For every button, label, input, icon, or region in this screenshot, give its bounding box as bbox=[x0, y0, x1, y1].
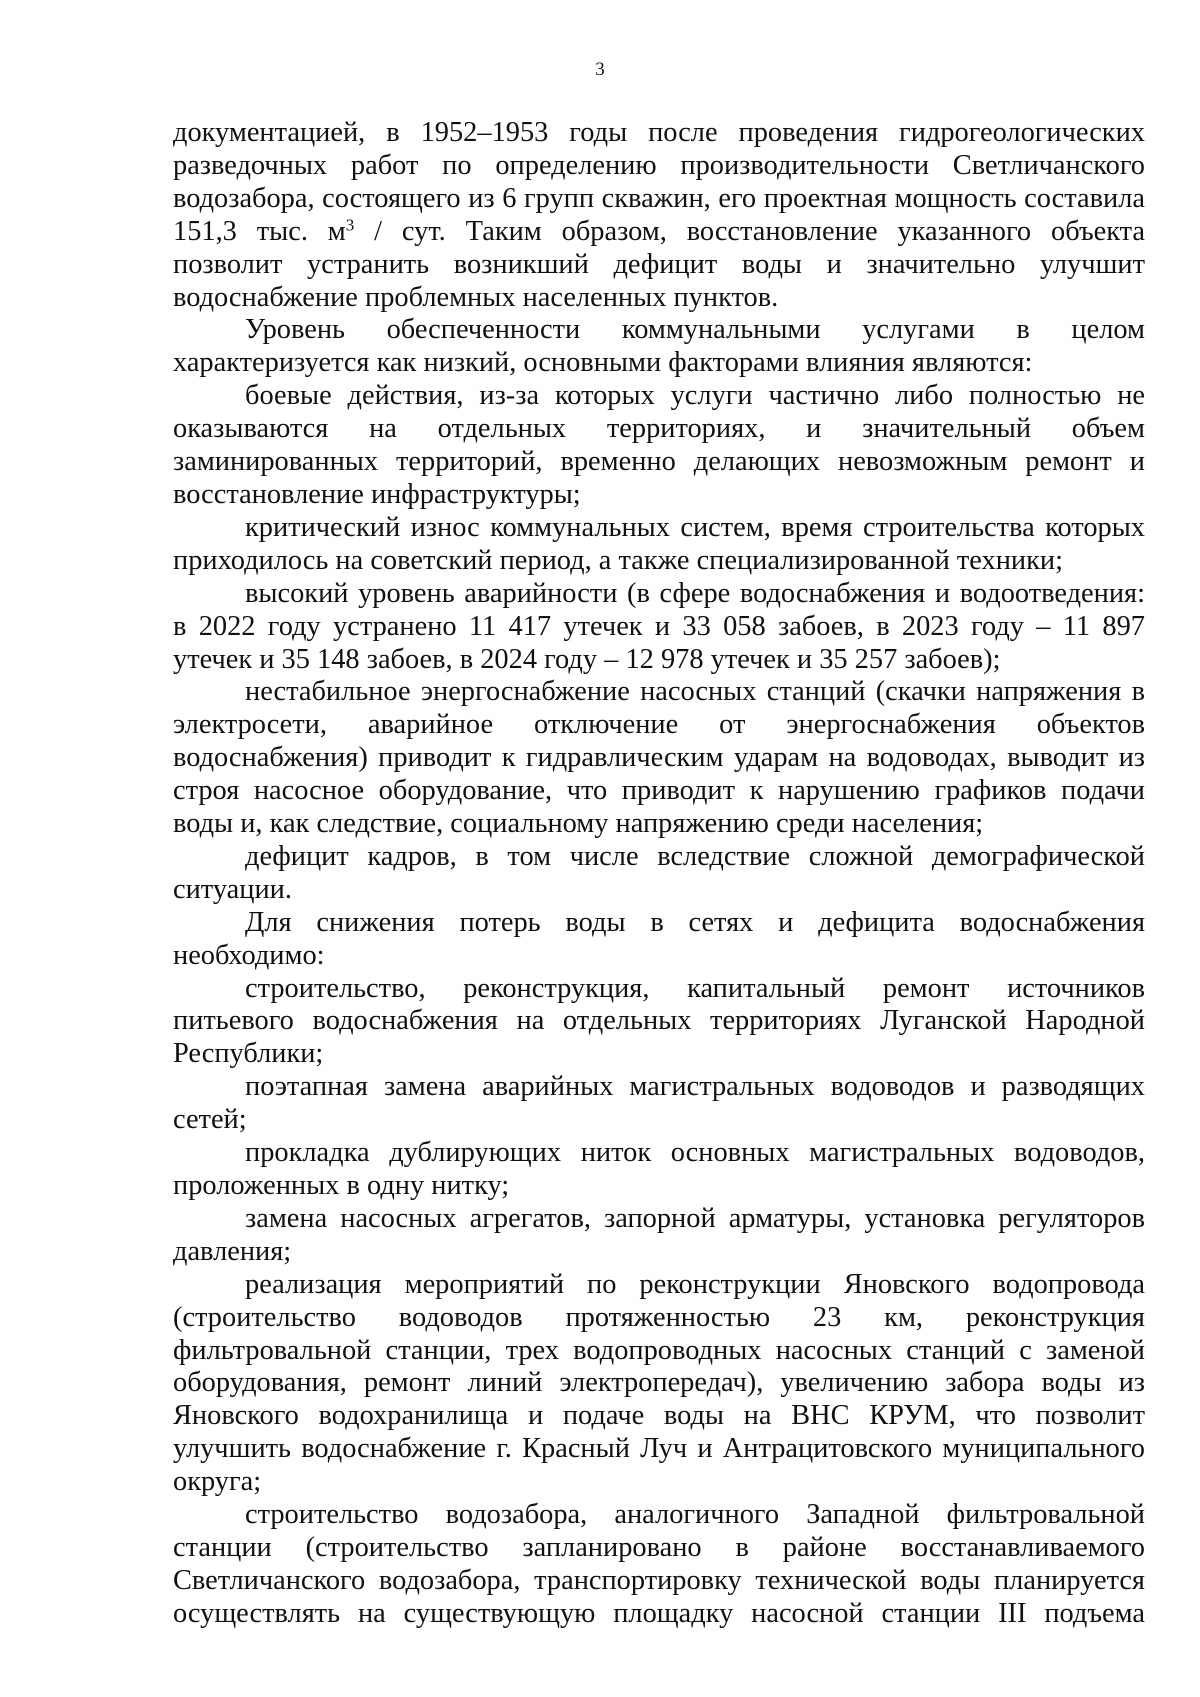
paragraph-10: поэтапная замена аварийных магистральных водоводов и разводящих сетей; bbox=[173, 1071, 1145, 1136]
document-body bbox=[173, 117, 1145, 1631]
paragraph-14: строительство водозабора, аналогичного Западной фильтровальной станции (строительство запланировано в районе восстанавливаемого Светличанского водозабора, транспортировку технической воды планируется осуществлять на существующую площадку насосной станции III подъема bbox=[173, 1499, 1145, 1629]
cubic-superscript: 3 bbox=[345, 215, 355, 235]
paragraph-1 bbox=[173, 117, 1145, 314]
paragraph-11: прокладка дублирующих ниток основных магистральных водоводов, проложенных в одну нитку; bbox=[173, 1137, 1145, 1201]
paragraph-6: нестабильное энергоснабжение насосных станций (скачки напряжения в электросети, аварийное отключение от энергоснабжения объектов водоснабжения) приводит к гидравлическим ударам на водоводах, выводит из строя насосное оборудование, что приводит к нарушению графиков подачи воды и, как следствие, социальному напряжению среди населения; bbox=[173, 676, 1145, 840]
paragraph-12: замена насосных агрегатов, запорной арматуры, установка регуляторов давления; bbox=[173, 1202, 1145, 1267]
paragraph-2: Уровень обеспеченности коммунальными услугами в целом характеризуется как низкий, основными факторами влияния являются: bbox=[173, 314, 1145, 379]
page-number: 3 bbox=[595, 59, 605, 80]
paragraph-5: высокий уровень аварийности (в сфере водоснабжения и водоотведения: в 2022 году устранено 11 417 утечек и 33 058 забоев, в 2023 году – 11 897 утечек и 35 148 забоев, в 2024 году – 12 978 утечек и 35 257 забоев); bbox=[173, 577, 1145, 675]
paragraph-3: боевые действия, из-за которых услуги частично либо полностью не оказываются на отдельных территориях, и значительный объем заминированных территорий, временно делающих невозможным ремонт и восстановление инфраструктуры; bbox=[173, 380, 1145, 510]
paragraph-1-text-continued: / сут. Таким образом, восстановление указанного объекта позволит устранить возникший дефицит воды и значительно улучшит водоснабжение проблемных населенных пунктов. bbox=[173, 215, 1145, 313]
paragraph-7: дефицит кадров, в том числе вследствие сложной демографической ситуации. bbox=[173, 840, 1145, 905]
paragraph-9: строительство, реконструкция, капитальный ремонт источников питьевого водоснабжения на отдельных территориях Луганской Народной Республики; bbox=[173, 972, 1145, 1070]
paragraph-4: критический износ коммунальных систем, время строительства которых приходилось на советский период, а также специализированной техники; bbox=[173, 511, 1145, 576]
paragraph-8: Для снижения потерь воды в сетях и дефицита водоснабжения необходимо: bbox=[173, 906, 1145, 971]
paragraph-13: реализация мероприятий по реконструкции Яновского водопровода (строительство водоводов протяженностью 23 км, реконструкция фильтровальной станции, трех водопроводных насосных станций с заменой оборудования, ремонт линий электропередач), увеличению забора воды из Яновского водохранилища и подаче воды на ВНС КРУМ, что позволит улучшить водоснабжение г. Красный Луч и Антрацитовского муниципального округа; bbox=[173, 1268, 1145, 1498]
paragraph-1-text: документацией, в 1952–1953 годы после проведения гидрогеологических разведочных работ по определению производительности Светличанского водозабора, состоящего из 6 групп скважин, его проектная мощность составила 151,3 тыс. м bbox=[173, 117, 1145, 247]
